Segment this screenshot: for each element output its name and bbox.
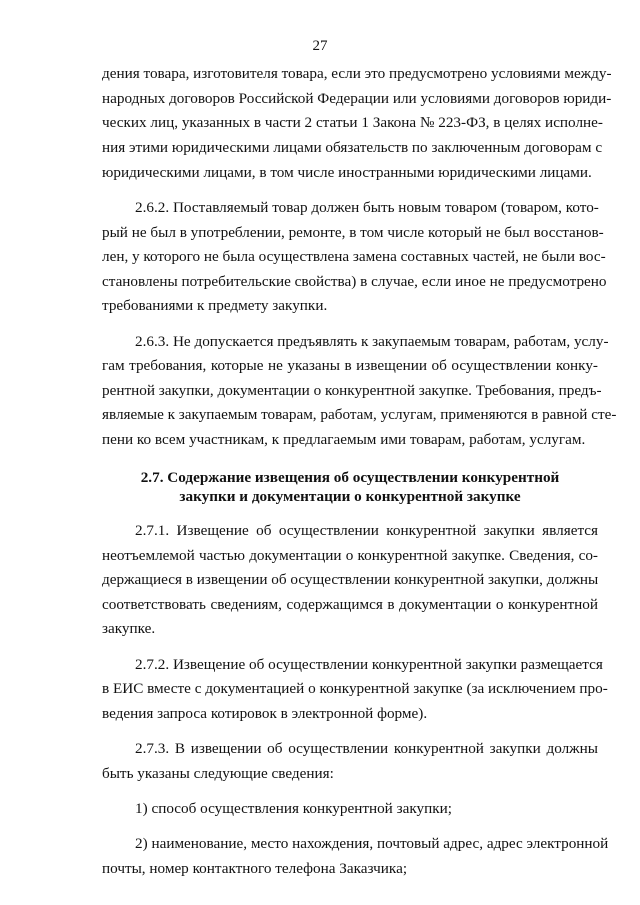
text-line: закупке. [102, 620, 156, 637]
text-line: ческих лиц, указанных в части 2 статьи 1 Закона № 223-ФЗ, в целях исполне- [102, 114, 603, 131]
section-heading: закупки и документации о конкурентной закупке [179, 488, 521, 505]
text-line: пени ко всем участникам, к предлагаемым ими товарам, работам, услугам. [102, 431, 586, 448]
text-line: дения товара, изготовителя товара, если это предусмотрено условиями между- [102, 65, 612, 82]
text-line: рый не был в употреблении, ремонте, в том числе который не был восстанов- [102, 224, 604, 241]
paragraph-2-6-3-line: 2.6.3. Не допускается предъявлять к закупаемым товарам, работам, услу- [135, 333, 609, 350]
text-line: народных договоров Российской Федерации или условиями договоров юриди- [102, 90, 612, 107]
section-heading: 2.7. Содержание извещения об осуществлении конкурентной [140, 469, 560, 486]
paragraph-2-7-1-line: 2.7.1. Извещение об осуществлении конкурентной закупки является [135, 522, 598, 539]
text-line: быть указаны следующие сведения: [102, 765, 334, 782]
text-line: держащиеся в извещении об осуществлении конкурентной закупки, должны [102, 571, 599, 588]
list-item: 2) наименование, место нахождения, почтовый адрес, адрес электронной [135, 835, 609, 852]
text-line: юридическими лицами, в том числе иностранными юридическими лицами. [102, 164, 592, 181]
text-line: в ЕИС вместе с документацией о конкурентной закупке (за исключением про- [102, 680, 608, 697]
paragraph-2-7-2-line: 2.7.2. Извещение об осуществлении конкурентной закупки размещается [135, 656, 603, 673]
text-line: рентной закупки, документации о конкурентной закупке. Требования, предъ- [102, 382, 602, 399]
text-line: становлены потребительские свойства) в случае, если иное не предусмотрено [102, 273, 607, 290]
text-line: ведения запроса котировок в электронной форме). [102, 705, 428, 722]
text-line: являемые к закупаемым товарам, работам, услугам, применяются в равной сте- [102, 406, 617, 423]
list-item: 1) способ осуществления конкурентной закупки; [135, 800, 452, 817]
text-line: требованиями к предмету закупки. [102, 297, 328, 314]
text-line: лен, у которого не была осуществлена замена составных частей, не были вос- [102, 248, 606, 265]
text-line: гам требования, которые не указаны в извещении об осуществлении конку- [102, 357, 598, 374]
page-number: 27 [312, 38, 328, 54]
text-line: ния этими юридическими лицами обязательств по заключенным договорам с [102, 139, 603, 156]
text-line: соответствовать сведениям, содержащимся в документации о конкурентной [102, 596, 598, 613]
paragraph-2-7-3-line: 2.7.3. В извещении об осуществлении конкурентной закупки должны [135, 740, 598, 757]
text-line: почты, номер контактного телефона Заказчика; [102, 860, 408, 877]
text-line: неотъемлемой частью документации о конкурентной закупке. Сведения, со- [102, 547, 598, 564]
paragraph-2-6-2-line: 2.6.2. Поставляемый товар должен быть новым товаром (товаром, кото- [135, 199, 599, 216]
